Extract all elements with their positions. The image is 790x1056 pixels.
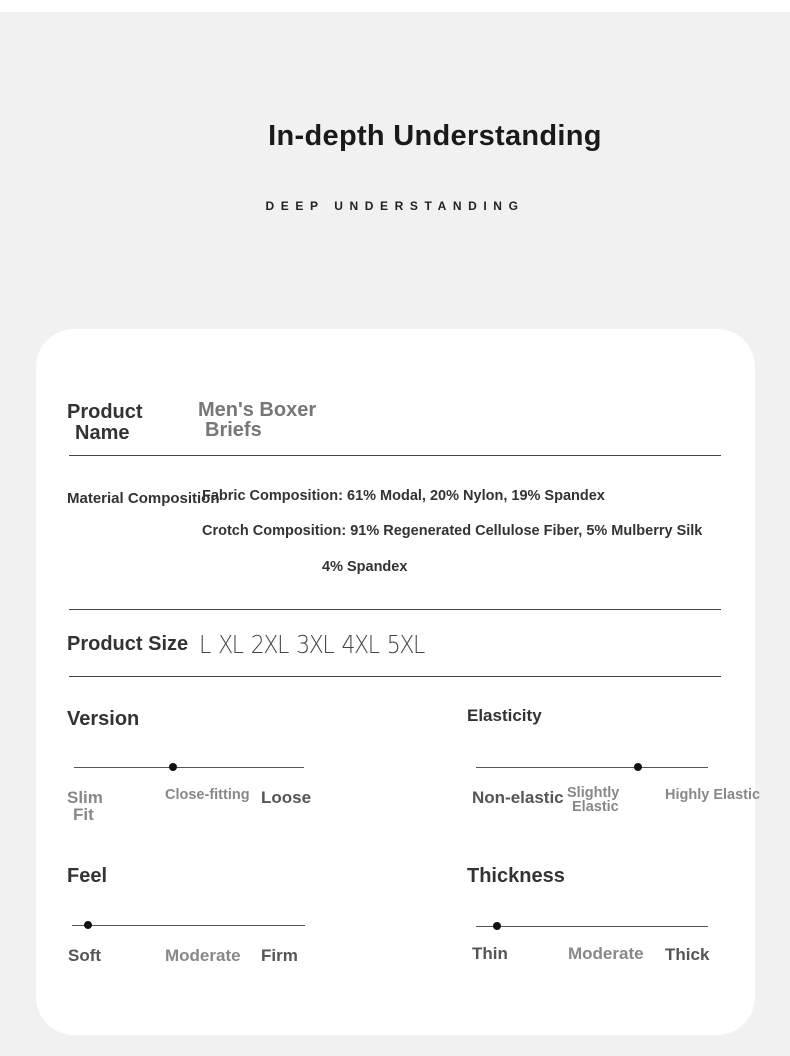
page-title: In-depth Understanding: [268, 120, 602, 152]
divider: [69, 676, 721, 677]
divider: [69, 609, 721, 610]
version-option-loose: Loose: [261, 788, 312, 807]
material-spandex-line: 4% Spandex: [322, 559, 408, 575]
feel-option-soft: Soft: [68, 946, 102, 965]
product-size-label: Product Size: [67, 633, 189, 655]
product-name-label-line1: Product: [67, 401, 143, 423]
elasticity-option-non-elastic: Non-elastic: [472, 788, 564, 807]
elasticity-option-highly-elastic: Highly Elastic: [665, 787, 761, 803]
elasticity-option-slightly-line1: Slightly: [567, 785, 620, 801]
thickness-title: Thickness: [467, 865, 565, 887]
product-name-value-line1: Men's Boxer: [198, 399, 317, 421]
version-title: Version: [67, 708, 140, 730]
product-name-label: [67, 402, 143, 444]
version-option-close-fitting: Close-fitting: [165, 787, 250, 803]
divider: [69, 455, 721, 456]
elasticity-option-slightly-line2: Elastic: [572, 799, 619, 815]
feel-title: Feel: [67, 865, 108, 887]
spec-card: [36, 329, 761, 1035]
version-option-slim-fit: [67, 789, 103, 823]
elasticity-slider-dot: [634, 763, 642, 771]
thickness-option-thin: Thin: [472, 944, 508, 963]
version-option-slim-line2: Fit: [73, 805, 94, 824]
page-subtitle: DEEP UNDERSTANDING: [265, 199, 525, 213]
version-slider-dot: [169, 763, 177, 771]
product-name-value-line2: Briefs: [205, 419, 262, 441]
elasticity-slider-track: [476, 767, 708, 768]
material-label: Material Composition: [67, 490, 220, 507]
top-bar: [0, 0, 790, 12]
version-option-slim-line1: Slim: [67, 788, 103, 807]
feel-option-moderate: Moderate: [165, 946, 241, 965]
version-slider-track: [74, 767, 304, 768]
feel-slider-track: [72, 925, 305, 926]
feel-option-firm: Firm: [261, 946, 298, 965]
thickness-option-moderate: Moderate: [568, 944, 644, 963]
material-fabric-line: Fabric Composition: 61% Modal, 20% Nylon, 19% Spandex: [202, 488, 605, 504]
elasticity-option-slightly-elastic: [567, 786, 619, 814]
product-size-value: L XL 2XL 3XL 4XL 5XL: [199, 630, 424, 659]
product-name-label-line2: Name: [75, 422, 130, 444]
material-crotch-line: Crotch Composition: 91% Regenerated Cellulose Fiber, 5% Mulberry Silk: [202, 523, 703, 539]
elasticity-title: Elasticity: [467, 706, 542, 725]
product-name-value: [198, 400, 316, 440]
feel-slider-dot: [84, 921, 92, 929]
thickness-slider-dot: [493, 922, 501, 930]
thickness-option-thick: Thick: [665, 945, 710, 964]
thickness-slider-track: [476, 926, 708, 927]
